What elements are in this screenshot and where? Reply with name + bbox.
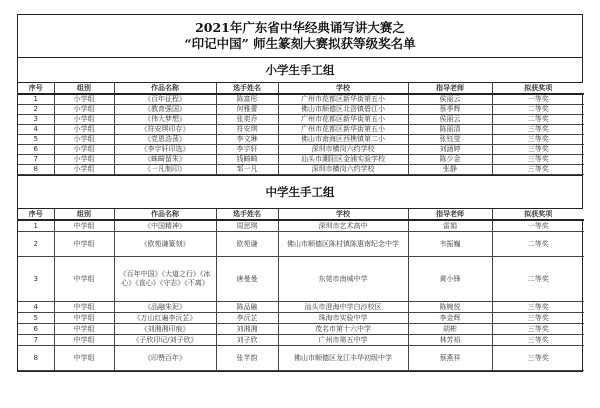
table-row — [18, 165, 584, 175]
cell-student: 张奕乔 — [216, 115, 278, 125]
cell-school: 汕头市潮阳区金浦实验学校 — [278, 155, 408, 165]
cell-award: 三等奖 — [492, 302, 584, 313]
cell-work-title: 《百年征程》 — [114, 94, 216, 105]
cell-student: 陈富彤 — [216, 94, 278, 105]
cell-work-title: 《党恩浩荡》 — [114, 135, 216, 145]
cell-school: 佛山市顺德区北滘镇碧江小 — [278, 105, 408, 115]
cell-award: 三等奖 — [492, 313, 584, 324]
cell-award: 二等奖 — [492, 105, 584, 115]
cell-seq: 2 — [18, 232, 54, 257]
cell-work-title: 《中国精神》 — [114, 220, 216, 232]
cell-student: 钱畸畸 — [216, 155, 278, 165]
cell-group: 中学组 — [54, 324, 114, 335]
cell-teacher: 黄小锋 — [408, 257, 492, 302]
primary-header-seq: 序号 — [18, 83, 54, 94]
cell-seq: 6 — [18, 145, 54, 155]
middle-header-teacher: 指导老师 — [408, 209, 492, 220]
primary-header-student: 选手姓名 — [216, 83, 278, 94]
cell-student: 李宇轩 — [216, 145, 278, 155]
cell-group: 小学组 — [54, 105, 114, 115]
cell-group: 中学组 — [54, 257, 114, 302]
cell-seq: 4 — [18, 125, 54, 135]
cell-school: 深圳市艺术高中 — [278, 220, 408, 232]
cell-school: 广州市花都区新华街第五小 — [278, 125, 408, 135]
cell-school: 汕头市澄海中学白沙校区 — [278, 302, 408, 313]
cell-teacher: 侯丽云 — [408, 94, 492, 105]
cell-student: 欧苑谦 — [216, 232, 278, 257]
cell-teacher: 林芳裕 — [408, 335, 492, 346]
cell-group: 小学组 — [54, 125, 114, 135]
document-title — [18, 15, 582, 58]
cell-seq: 5 — [18, 313, 54, 324]
cell-teacher: 侯丽云 — [408, 115, 492, 125]
cell-award: 一等奖 — [492, 220, 584, 232]
cell-award: 三等奖 — [492, 135, 584, 145]
cell-school: 广州市花都区新华街第五小 — [278, 94, 408, 105]
title-line-1: 2021年广东省中华经典诵写讲大赛之 — [195, 20, 405, 35]
cell-work-title: 《教育强国》 — [114, 105, 216, 115]
cell-work-title: 《子欣印记/刘子欣》 — [114, 335, 216, 346]
title-line-2: “印记中国” 师生篆刻大赛拟获等级奖名单 — [184, 36, 416, 51]
cell-group: 中学组 — [54, 232, 114, 257]
cell-school: 茂名市第十六中学 — [278, 324, 408, 335]
primary-header-school: 学校 — [278, 83, 408, 94]
middle-header-work-title: 作品名称 — [114, 209, 216, 220]
cell-seq: 8 — [18, 346, 54, 371]
cell-student: 李沅芷 — [216, 313, 278, 324]
cell-work-title: 《万山红遍李沅芷》 — [114, 313, 216, 324]
cell-group: 中学组 — [54, 335, 114, 346]
table-row — [18, 94, 584, 105]
cell-work-title: 《刘湘湘印痕》 — [114, 324, 216, 335]
cell-school: 佛山市顺德区陈村镇陈惠南纪念中学 — [278, 232, 408, 257]
cell-student: 刘子欣 — [216, 335, 278, 346]
table-row — [18, 346, 584, 371]
cell-award: 三等奖 — [492, 324, 584, 335]
cell-teacher: 雷娟 — [408, 220, 492, 232]
primary-header-work-title: 作品名称 — [114, 83, 216, 94]
cell-award: 三等奖 — [492, 125, 584, 135]
cell-seq: 7 — [18, 155, 54, 165]
cell-award: 三等奖 — [492, 165, 584, 175]
cell-group: 小学组 — [54, 145, 114, 155]
cell-student: 周思琪 — [216, 220, 278, 232]
cell-group: 小学组 — [54, 94, 114, 105]
cell-student: 张芊韵 — [216, 346, 278, 371]
cell-teacher: 张静 — [408, 165, 492, 175]
cell-teacher: 蔡燕祥 — [408, 346, 492, 371]
cell-student: 李文琳 — [216, 135, 278, 145]
cell-award: 三等奖 — [492, 145, 584, 155]
cell-group: 中学组 — [54, 346, 114, 371]
table-row — [18, 324, 584, 335]
cell-teacher: 刘涵婷 — [408, 145, 492, 155]
cell-teacher: 张钰莹 — [408, 135, 492, 145]
cell-seq: 5 — [18, 135, 54, 145]
middle-table — [18, 209, 584, 371]
cell-teacher: 陈婉悦 — [408, 302, 492, 313]
primary-table — [18, 83, 584, 175]
cell-student: 唐曼曼 — [216, 257, 278, 302]
table-row — [18, 313, 584, 324]
table-row — [18, 220, 584, 232]
cell-group: 中学组 — [54, 302, 114, 313]
table-row — [18, 135, 584, 145]
table-row — [18, 232, 584, 257]
cell-work-title: 《一凡制印》 — [114, 165, 216, 175]
cell-seq: 1 — [18, 220, 54, 232]
cell-teacher: 陈丽清 — [408, 125, 492, 135]
cell-group: 小学组 — [54, 135, 114, 145]
award-list-sheet — [17, 14, 583, 372]
cell-student: 刘湘湘 — [216, 324, 278, 335]
cell-school: 佛山市南海区西樵镇第二小 — [278, 135, 408, 145]
cell-school: 深圳市横岗六约学校 — [278, 145, 408, 155]
middle-header-seq: 序号 — [18, 209, 54, 220]
cell-work-title: 《符安琪印存》 — [114, 125, 216, 135]
cell-seq: 3 — [18, 115, 54, 125]
cell-group: 小学组 — [54, 165, 114, 175]
cell-teacher: 胡彬 — [408, 324, 492, 335]
cell-seq: 7 — [18, 335, 54, 346]
middle-header-award: 拟获奖项 — [492, 209, 584, 220]
table-row — [18, 105, 584, 115]
cell-teacher: 韦振巍 — [408, 232, 492, 257]
primary-header-award: 拟获奖项 — [492, 83, 584, 94]
table-row — [18, 155, 584, 165]
primary-header-group: 组别 — [54, 83, 114, 94]
middle-header-student: 选手姓名 — [216, 209, 278, 220]
cell-school: 深圳市横岗六约学校 — [278, 165, 408, 175]
table-row — [18, 145, 584, 155]
cell-teacher: 李金辉 — [408, 313, 492, 324]
cell-work-title: 《欧苑谦篆刻》 — [114, 232, 216, 257]
cell-work-title: 《印赞百年》 — [114, 346, 216, 371]
middle-header-school: 学校 — [278, 209, 408, 220]
cell-award: 一等奖 — [492, 94, 584, 105]
cell-teacher: 陈少金 — [408, 155, 492, 165]
cell-award: 二等奖 — [492, 115, 584, 125]
cell-work-title: 《伟大梦想》 — [114, 115, 216, 125]
cell-award: 二等奖 — [492, 257, 584, 302]
primary-section-title: 小学生手工组 — [18, 58, 582, 83]
middle-section-title: 中学生手工组 — [18, 175, 582, 209]
primary-header-teacher: 指导老师 — [408, 83, 492, 94]
cell-seq: 4 — [18, 302, 54, 313]
middle-header-group: 组别 — [54, 209, 114, 220]
table-row — [18, 125, 584, 135]
cell-award: 二等奖 — [492, 232, 584, 257]
cell-school: 佛山市顺德区龙江丰华初级中学 — [278, 346, 408, 371]
cell-seq: 3 — [18, 257, 54, 302]
cell-school: 东莞市南城中学 — [278, 257, 408, 302]
cell-award: 三等奖 — [492, 155, 584, 165]
cell-group: 小学组 — [54, 115, 114, 125]
cell-seq: 2 — [18, 105, 54, 115]
cell-seq: 6 — [18, 324, 54, 335]
cell-school: 珠海市实验中学 — [278, 313, 408, 324]
cell-work-title: 《百年中国》《大道之行》《冰心》《直心》《守志》《不离》 — [114, 257, 216, 302]
cell-seq: 8 — [18, 165, 54, 175]
cell-work-title: 《李宇轩印选》 — [114, 145, 216, 155]
cell-student: 邹一凡 — [216, 165, 278, 175]
cell-student: 符安琪 — [216, 125, 278, 135]
cell-teacher: 蔡季辉 — [408, 105, 492, 115]
cell-work-title: 《蛛畸留朱》 — [114, 155, 216, 165]
cell-award: 三等奖 — [492, 346, 584, 371]
table-row — [18, 335, 584, 346]
cell-group: 中学组 — [54, 313, 114, 324]
table-row — [18, 115, 584, 125]
table-row — [18, 257, 584, 302]
cell-group: 小学组 — [54, 155, 114, 165]
cell-seq: 1 — [18, 94, 54, 105]
cell-award: 三等奖 — [492, 335, 584, 346]
cell-student: 何雅蕾 — [216, 105, 278, 115]
cell-school: 广州市花都区新华街第五小 — [278, 115, 408, 125]
cell-student: 陈品融 — [216, 302, 278, 313]
cell-school: 广州市第五中学 — [278, 335, 408, 346]
table-row — [18, 302, 584, 313]
cell-work-title: 《品融朱泥》 — [114, 302, 216, 313]
cell-group: 中学组 — [54, 220, 114, 232]
